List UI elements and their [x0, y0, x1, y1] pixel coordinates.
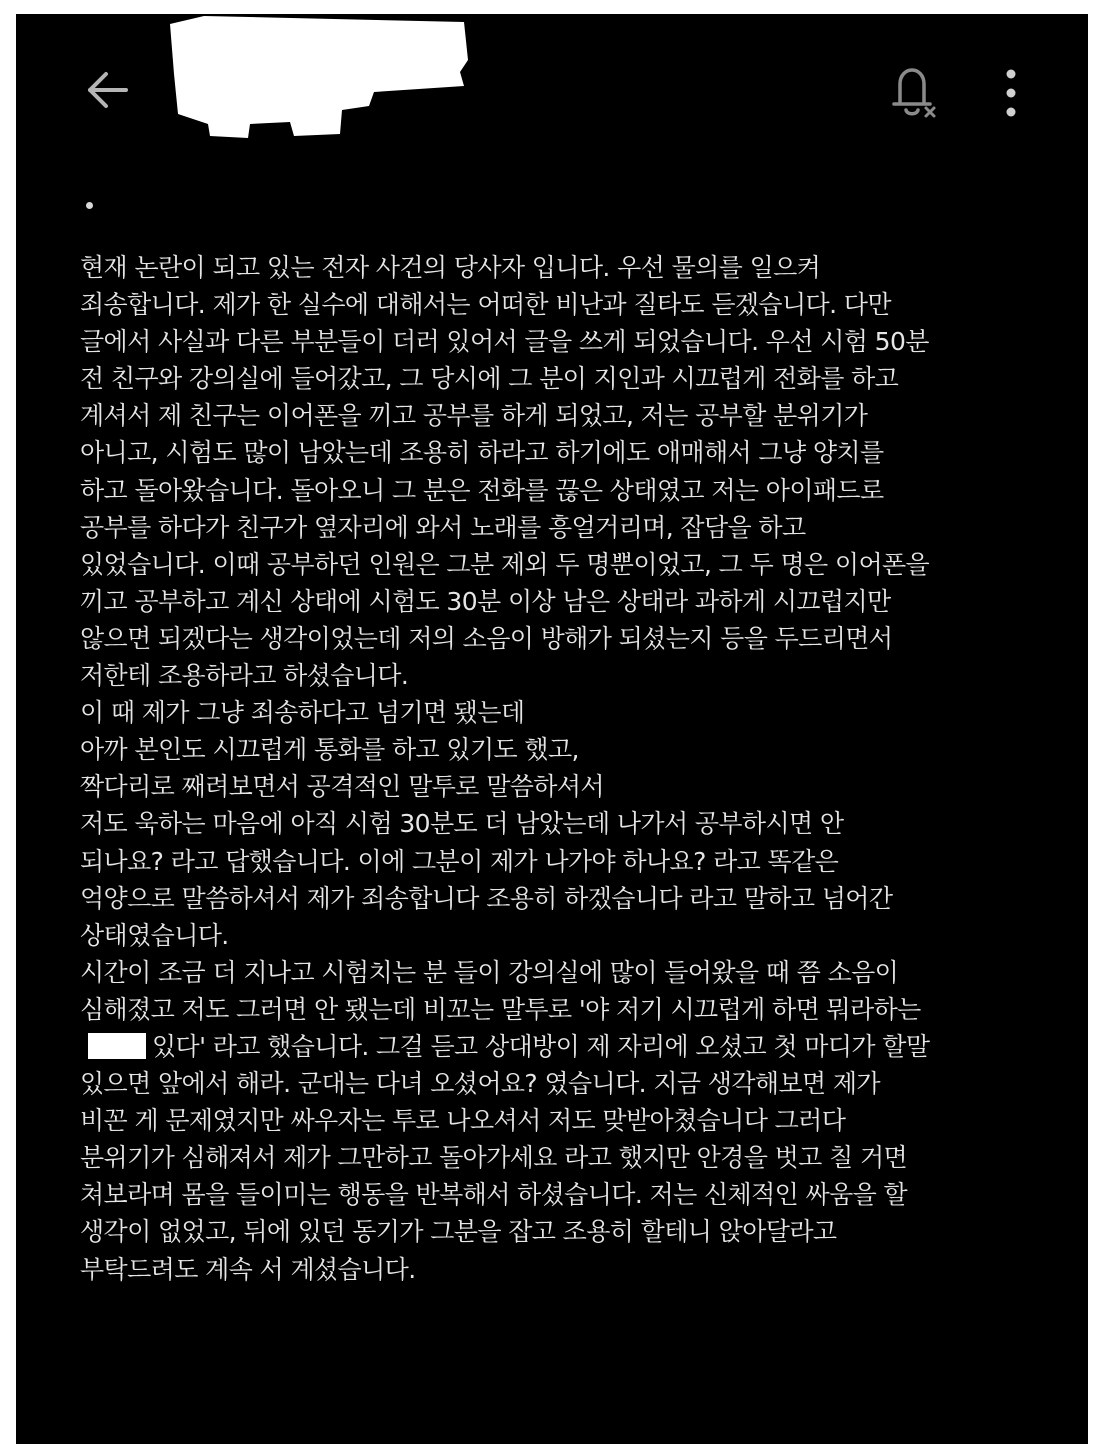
- post-line: 있었습니다. 이때 공부하던 인원은 그분 제외 두 명뿐이었고, 그 두 명은 이어폰을: [80, 549, 930, 579]
- post-line: 않으면 되겠다는 생각이었는데 저의 소음이 방해가 되셨는지 등을 두드리면서: [80, 623, 893, 653]
- post-line: 시간이 조금 더 지나고 시험치는 분 들이 강의실에 많이 들어왔을 때 쯤 소음이: [80, 957, 899, 987]
- post-line: 심해졌고 저도 그러면 안 됐는데 비꼬는 말투로 '야 저기 시끄럽게 하면 뭐라하는: [80, 994, 921, 1024]
- post-line: 글에서 사실과 다른 부분들이 더러 있어서 글을 쓰게 되었습니다. 우선 시험 50분: [80, 327, 929, 357]
- post-line: 짝다리로 째려보면서 공격적인 말투로 말씀하셔서: [80, 772, 604, 802]
- app-bar: [16, 14, 1088, 164]
- post-line: 공부를 하다가 친구가 옆자리에 와서 노래를 흥얼거리며, 잡담을 하고: [80, 512, 806, 542]
- bell-off-icon: [882, 62, 942, 124]
- post-line: 계셔서 제 친구는 이어폰을 끼고 공부를 하게 되었고, 저는 공부할 분위기가: [80, 401, 868, 431]
- post-line: 있으면 앞에서 해라. 군대는 다녀 오셨어요? 였습니다. 지금 생각해보면 제가: [80, 1069, 880, 1099]
- more-vertical-icon: [996, 64, 1026, 122]
- title-redaction: [164, 14, 476, 142]
- post-line: 쳐보라며 몸을 들이미는 행동을 반복해서 하셨습니다. 저는 신체적인 싸움을 할: [80, 1180, 908, 1210]
- post-line: 전 친구와 강의실에 들어갔고, 그 당시에 그 분이 지인과 시끄럽게 전화를 하고: [80, 364, 899, 394]
- chat-screen: [16, 14, 1088, 1444]
- post-line: 비꼰 게 문제였지만 싸우자는 투로 나오셔서 저도 맞받아쳤습니다 그러다: [80, 1106, 846, 1136]
- post-line: 끼고 공부하고 계신 상태에 시험도 30분 이상 남은 상태라 과하게 시끄럽지만: [80, 586, 891, 616]
- mute-button[interactable]: [882, 62, 942, 124]
- more-options-button[interactable]: [996, 64, 1026, 122]
- post-line: 이 때 제가 그냥 죄송하다고 넘기면 됐는데: [80, 698, 525, 728]
- inline-redaction: [88, 1033, 146, 1059]
- post-line: 아까 본인도 시끄럽게 통화를 하고 있기도 했고,: [80, 735, 579, 765]
- post-line-text: 있다' 라고 했습니다. 그걸 듣고 상대방이 제 자리에 오셨고 첫 마디가 할말: [152, 1031, 930, 1061]
- post-line-redacted: [80, 1028, 1080, 1065]
- post-line: 죄송합니다. 제가 한 실수에 대해서는 어떠한 비난과 질타도 듣겠습니다. 다만: [80, 290, 891, 320]
- post-line: 억양으로 말씀하셔서 제가 죄송합니다 조용히 하겠습니다 라고 말하고 넘어간: [80, 883, 893, 913]
- post-line: 되나요? 라고 답했습니다. 이에 그분이 제가 나가야 하나요? 라고 똑같은: [80, 846, 839, 876]
- back-button[interactable]: [80, 62, 136, 118]
- post-line: 현재 논란이 되고 있는 전자 사건의 당사자 입니다. 우선 물의를 일으켜: [80, 253, 821, 282]
- arrow-left-icon: [80, 62, 136, 118]
- post-marker-dot: [86, 202, 93, 209]
- post-line: 생각이 없었고, 뒤에 있던 동기가 그분을 잡고 조용히 할테니 앉아달라고: [80, 1217, 837, 1247]
- post-line: 아니고, 시험도 많이 남았는데 조용히 하라고 하기에도 애매해서 그냥 양치를: [80, 438, 884, 468]
- post-line: 저한테 조용하라고 하셨습니다.: [80, 661, 409, 691]
- post-body: [80, 249, 1080, 1288]
- post-line: 저도 욱하는 마음에 아직 시험 30분도 더 남았는데 나가서 공부하시면 안: [80, 809, 844, 839]
- post-line: 부탁드려도 계속 서 계셨습니다.: [80, 1254, 416, 1284]
- post-line: 상태였습니다.: [80, 920, 229, 950]
- post-line: 분위기가 심해져서 제가 그만하고 돌아가세요 라고 했지만 안경을 벗고 칠 거면: [80, 1143, 908, 1173]
- post-line: 하고 돌아왔습니다. 돌아오니 그 분은 전화를 끊은 상태였고 저는 아이패드로: [80, 475, 884, 505]
